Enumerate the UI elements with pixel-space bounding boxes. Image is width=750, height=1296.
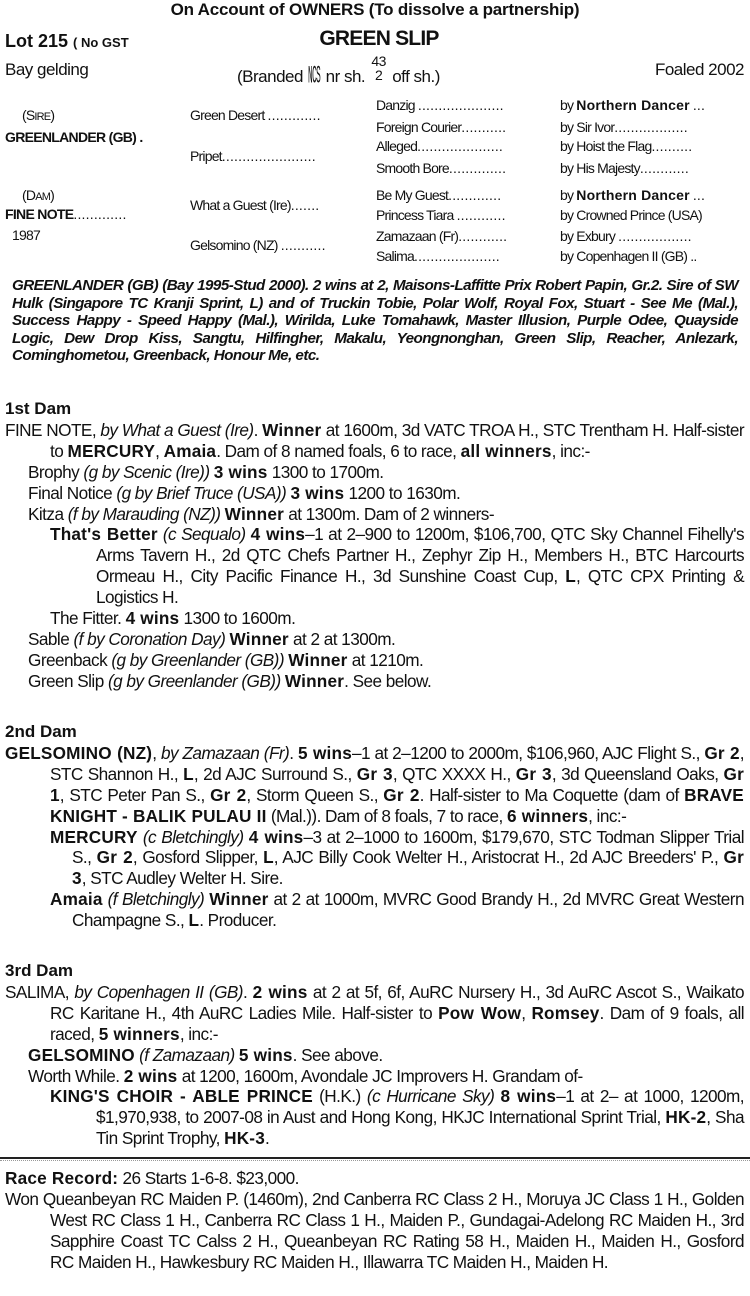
third-dam-section [0, 961, 744, 1149]
race-record-stats: 26 Starts 1-6-8. $23,000. [122, 1168, 299, 1188]
third-dam-heading: 3rd Dam [5, 961, 74, 980]
progeny-item: Amaia (f Bletchingly) Winner at 2 at 1000m, MVRC Good Brandy H., 2d MVRC Great Western Champagne S., L. Producer. [50, 889, 744, 931]
progeny-item: Brophy (g by Scenic (Ire)) 3 wins 1300 to 1700m. [28, 461, 384, 482]
progeny-item: MERCURY (c Bletchingly) 4 wins–3 at 2–1000 to 1600m, $179,670, STC Todman Slipper Trial S., Gr 2, Gosford Slipper, L, AJC Billy Cook Welter H., Aristocrat H., 2d AJC Breeders' P., Gr 3, STC Audley Welter H. Sire. [50, 826, 744, 889]
sire-summary: GREENLANDER (GB) (Bay 1995-Stud 2000). 2 wins at 2, Maisons-Laffitte Prix Robert Papin, Gr.2. Sire of SW Hulk (Singapore TC Kranji Sprint, L) and of Truckin Tobie, Polar Wolf, Royal Fox, Stuart - See Me (Mal.), Success Happy - Speed Happy (Mal.), Wirilda, Luke Tomahawk, Master Illusion, Purple Odee, Quayside Logic, Dew Drop Kiss, Sangtu, Hilfingher, Makalu, Yeongnonghan, Green Slip, Reacher, Anlezark, Cominghometou, Greenback, Honour Me, etc. [12, 277, 738, 364]
brand-off-side: off sh.) [392, 67, 440, 86]
foaled-year: Foaled 2002 [654, 60, 744, 79]
first-dam-heading: 1st Dam [5, 399, 72, 418]
sire-dam: Pripet....................... [190, 148, 316, 164]
section-divider [0, 1157, 750, 1159]
first-dam-section [0, 399, 744, 692]
race-record-section [0, 1168, 744, 1273]
vendor-heading: On Account of OWNERS (To dissolve a partnership) [170, 0, 580, 19]
dam-dam-sire-by: by Exbury .................. [560, 228, 692, 244]
section-divider-dotted [0, 1160, 750, 1161]
dam-dam-dam-by: by Copenhagen II (GB) .. [560, 248, 697, 264]
first-dam-main: FINE NOTE, by What a Guest (Ire). Winner at 1600m, 3d VATC TROA H., STC Trentham H. Half-sister to MERCURY, Amaia. Dam of 8 named foals, 6 to race, all winners, inc:- [5, 419, 745, 461]
brand-info [237, 53, 440, 92]
race-record-details: Won Queanbeyan RC Maiden P. (1460m), 2nd Canberra RC Class 2 H., Moruya JC Class 1 H., Golden West RC Class 1 H., Canberra RC Class 1 H., Maiden P., Gundagai-Adelong RC Maiden H., 3rd Sapphire Coast TC Calss 2 H., Queanbeyan RC Rating 58 H., Maiden H., Maiden H., Gosford RC Maiden H., Hawkesbury RC Maiden H., Illawarra TC Maiden H., Maiden H. [5, 1188, 744, 1272]
sire-sire-dam-by: by Sir Ivor.................. [560, 119, 688, 135]
progeny-item: GELSOMINO (f Zamazaan) 5 wins. See above. [28, 1044, 383, 1065]
brand-near-side: nr sh. [325, 67, 366, 86]
brand-number-bottom: 2 [375, 67, 383, 83]
third-dam-main: SALIMA, by Copenhagen II (GB). 2 wins at 2 at 5f, 6f, AuRC Nursery H., 3d AuRC Ascot S., Waikato RC Karitane H., 4th AuRC Ladies Mile. Half-sister to Pow Wow, Romsey. Dam of 9 foals, all raced, 5 winners, inc:- [5, 981, 744, 1044]
sire-label: (SIRE) [22, 107, 55, 123]
grandprogeny-item: That's Better (c Sequalo) 4 wins–1 at 2–900 to 1200m, $106,700, QTC Sky Channel Fihelly's Arms Tavern H., 2d QTC Chefs Partner H., Zephyr Zip H., Members H., BTC Harcourts Ormeau H., City Pacific Finance H., 3d Sunshine Coast Cup, L, QTC CPX Printing & Logistics H. [50, 524, 744, 608]
lot-label: Lot 215 [5, 31, 69, 51]
gst-note: ( No GST [73, 35, 129, 50]
dam-label: (DAM) [22, 187, 54, 203]
sire-sire-sire: Danzig ..................... [376, 97, 504, 113]
dam-dam-dam: Salima..................... [376, 248, 500, 264]
second-dam-main: GELSOMINO (NZ), by Zamazaan (Fr). 5 wins–1 at 2–1200 to 2000m, $106,960, AJC Flight S., Gr 2, STC Shannon H., L, 2d AJC Surround S., Gr 3, QTC XXXX H., Gr 3, 3d Queensland Oaks, Gr 1, STC Peter Pan S., Gr 2, Storm Queen S., Gr 2. Half-sister to Ma Coquette (dam of BRAVE KNIGHT - BALIK PULAU II (Mal.)). Dam of 8 foals, 7 to race, 6 winners, inc:- [5, 742, 745, 826]
sire-dam-dam: Smooth Bore.............. [376, 160, 507, 176]
dam-dam-sire: Zamazaan (Fr)............ [376, 228, 508, 244]
progeny-item: Kitza (f by Marauding (NZ)) Winner at 1300m. Dam of 2 winners- [28, 503, 495, 524]
grandprogeny-item: KING'S CHOIR - ABLE PRINCE (H.K.) (c Hurricane Sky) 8 wins–1 at 2– at 1000, 1200m, $1,970,938, to 2007-08 in Aust and Hong Kong, HKJC International Sprint Trial, HK-2, Sha Tin Sprint Trophy, HK-3. [50, 1086, 744, 1149]
dam-sire-sire: Be My Guest............. [376, 187, 502, 203]
dam-name: FINE NOTE............. [5, 206, 127, 222]
brand-number-top: 43 [371, 53, 386, 69]
sire-dam-sire-by: by Hoist the Flag.......... [560, 138, 693, 154]
dam-sire: What a Guest (Ire)....... [190, 197, 320, 213]
sire-sire-dam: Foreign Courier........... [376, 119, 507, 135]
race-record-label: Race Record: [5, 1168, 119, 1188]
dam-dam: Gelsomino (NZ) ........... [190, 237, 326, 253]
sex-color: Bay gelding [5, 60, 89, 79]
sire-name: GREENLANDER (GB) . [5, 129, 143, 145]
second-dam-heading: 2nd Dam [5, 722, 77, 741]
progeny-item: Sable (f by Coronation Day) Winner at 2 at 1300m. [28, 628, 396, 649]
dam-foaled-year: 1987 [12, 227, 40, 243]
sire-sire-sire-by: by Northern Dancer ... [560, 97, 706, 113]
progeny-item: Greenback (g by Greenlander (GB)) Winner at 1210m. [28, 649, 424, 670]
dam-sire-dam-by: by Crowned Prince (USA) [560, 207, 702, 223]
dam-sire-sire-by: by Northern Dancer ... [560, 187, 706, 203]
sire-dam-sire: Alleged..................... [376, 138, 503, 154]
brand-prefix: (Branded [237, 67, 303, 86]
horse-name: GREEN SLIP [319, 27, 439, 50]
sire-dam-dam-by: by His Majesty............ [560, 160, 689, 176]
grandprogeny-item: The Fitter. 4 wins 1300 to 1600m. [50, 608, 296, 629]
progeny-item: Green Slip (g by Greenlander (GB)) Winner. See below. [28, 670, 432, 691]
brand-mark-icon: NCS [308, 62, 321, 92]
brand-number [371, 54, 386, 82]
progeny-item: Final Notice (g by Brief Truce (USA)) 3 wins 1200 to 1630m. [28, 482, 461, 503]
sire-sire: Green Desert ............. [190, 107, 321, 123]
race-record-summary [5, 1168, 744, 1189]
dam-sire-dam: Princess Tiara ............ [376, 207, 506, 223]
progeny-item: Worth While. 2 wins at 1200, 1600m, Avondale JC Improvers H. Grandam of- [28, 1065, 583, 1086]
second-dam-section [0, 722, 744, 931]
